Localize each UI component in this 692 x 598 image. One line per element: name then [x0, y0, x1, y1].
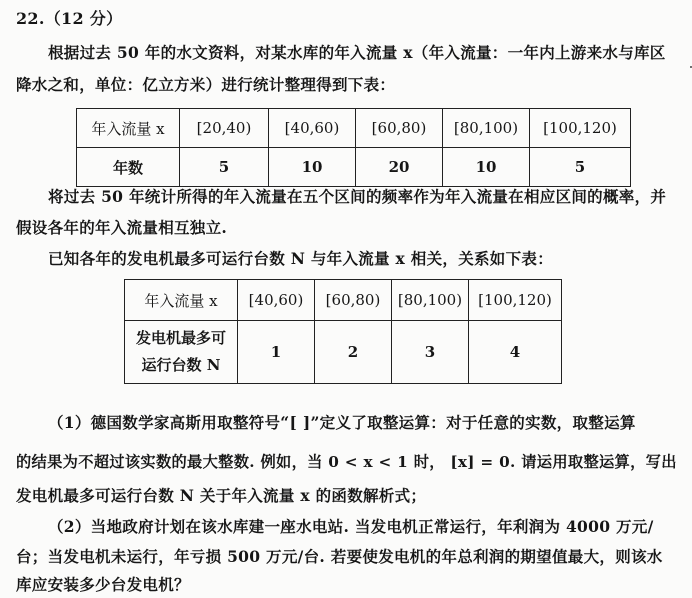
row-label-cell [125, 321, 238, 384]
value-cell: 3 [392, 321, 469, 384]
question2-line-2: 台；当发电机未运行，年亏损 500 万元/台. 若要使发电机的年总利润的期望值最大，则该水 [16, 547, 663, 566]
question2-line-1: （2）当地政府计划在该水库建一座水电站. 当发电机正常运行，年利润为 4000 万元/ [48, 517, 654, 536]
value-cell: 1 [238, 321, 315, 384]
row-label-cell: 年数 [77, 148, 180, 187]
row-label-line: 运行台数 N [141, 356, 221, 374]
count-cell: 20 [356, 148, 443, 187]
interval-cell: [80,100) [392, 280, 469, 321]
interval-cell: [40,60) [269, 109, 356, 148]
interval-cell: [100,120) [530, 109, 631, 148]
interval-cell: [20,40) [180, 109, 269, 148]
count-cell: 10 [269, 148, 356, 187]
problem-number: 22. [16, 9, 45, 28]
count-cell: 5 [530, 148, 631, 187]
interval-cell: [80,100) [443, 109, 530, 148]
interval-cell: [60,80) [356, 109, 443, 148]
table-header-cell: 年入流量 x [77, 109, 180, 148]
question1-line-2: 的结果为不超过该实数的最大整数. 例如，当 0 < x < 1 时， [x] = 0. 请运用取整运算，写出 [16, 453, 677, 471]
intro-line-1: 根据过去 50 年的水文资料，对某水库的年入流量 x（年入流量：一年内上游来水与库区 [48, 43, 666, 62]
value-cell: 2 [315, 321, 392, 384]
problem-header [16, 8, 122, 30]
interval-cell: [40,60) [238, 280, 315, 321]
middle-line-1: 将过去 50 年统计所得的年入流量在五个区间的频率作为年入流量在相应区间的概率，并 [48, 187, 667, 206]
problem-points: （12 分） [44, 9, 123, 28]
question2-line-3: 库应安装多少台发电机？ [16, 575, 190, 594]
table-row [125, 280, 562, 321]
interval-cell: [60,80) [315, 280, 392, 321]
row-label-line: 发电机最多可 [135, 329, 226, 347]
middle-line-2: 假设各年的年入流量相互独立. [16, 218, 228, 237]
table-row [77, 109, 631, 148]
table-row [77, 148, 631, 187]
count-cell: 5 [180, 148, 269, 187]
count-cell: 10 [443, 148, 530, 187]
interval-cell: [100,120) [469, 280, 562, 321]
intro-line-2: 降水之和，单位：亿立方米）进行统计整理得到下表： [16, 75, 396, 94]
value-cell: 4 [469, 321, 562, 384]
inflow-years-table [76, 108, 631, 187]
table-header-cell: 年入流量 x [125, 280, 238, 321]
table-row [125, 321, 562, 384]
middle-line-3: 已知各年的发电机最多可运行台数 N 与年入流量 x 相关，关系如下表： [48, 249, 553, 268]
question1-line-3: 发电机最多可运行台数 N 关于年入流量 x 的函数解析式； [16, 486, 427, 505]
generator-table [124, 279, 562, 384]
question1-line-1: （1）德国数学家高斯用取整符号“[ ]”定义了取整运算：对于任意的实数，取整运算 [48, 413, 636, 432]
